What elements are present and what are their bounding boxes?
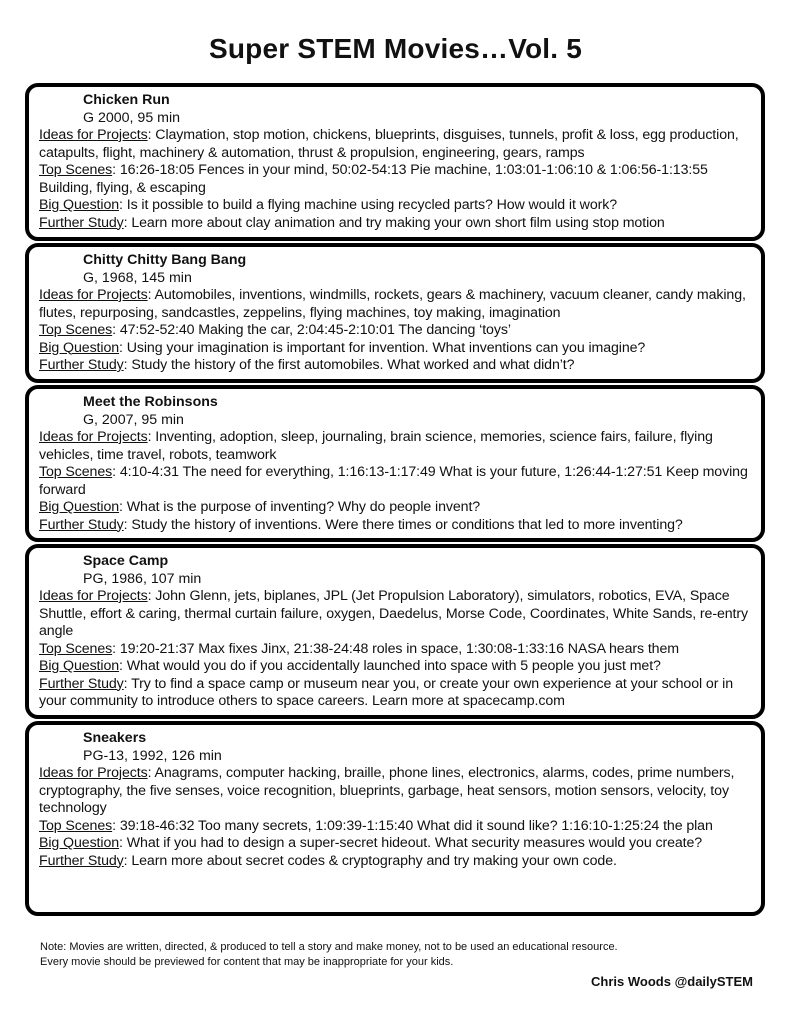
movie-meta: G 2000, 95 min [83, 109, 181, 126]
ideas-field: Ideas for Projects: Anagrams, computer hacking, braille, phone lines, electronics, alarms, codes, prime numbers, cryptography, the five senses, voice recognition, blueprints, garbage, heat sensors, motion sensors, velocity, toy technology [39, 765, 735, 816]
movie-meta: PG-13, 1992, 126 min [83, 747, 222, 764]
movie-title: Sneakers [83, 730, 147, 746]
scenes-text: 47:52-52:40 Making the car, 2:04:45-2:10:01 The dancing ‘toys’ [119, 322, 511, 338]
ideas-label: Ideas for Projects [39, 127, 148, 143]
study-field: Further Study: Learn more about secret codes & cryptography and try making your own code. [39, 852, 617, 869]
study-label: Further Study [39, 852, 124, 869]
scenes-field: Top Scenes: 47:52-52:40 Making the car, 2:04:45-2:10:01 The dancing ‘toys’ [39, 322, 511, 338]
scenes-label: Top Scenes [39, 162, 113, 178]
scenes-text: 39:18-46:32 Too many secrets, 1:09:39-1:15:40 What did it sound like? 1:16:10-1:25:24 the plan [119, 817, 713, 834]
ideas-label: Ideas for Projects [39, 588, 148, 604]
question-field: Big Question: Is it possible to build a flying machine using recycled parts? How would it work? [39, 197, 618, 213]
study-text: Learn more about secret codes & cryptography and try making your own code. [131, 852, 617, 869]
footer-credit: Chris Woods @dailySTEM [591, 974, 753, 989]
movie-meta: G, 2007, 95 min [83, 411, 184, 428]
scenes-text: 19:20-21:37 Max fixes Jinx, 21:38-24:48 roles in space, 1:30:08-1:33:16 NASA hears them [119, 640, 679, 657]
movie-title: Space Camp [83, 553, 169, 569]
movie-title: Chitty Chitty Bang Bang [83, 252, 247, 268]
page-title: Super STEM Movies…Vol. 5 [208, 33, 583, 64]
scenes-field: Top Scenes: 16:26-18:05 Fences in your mind, 50:02-54:13 Pie machine, 1:03:01-1:06:10 & 1:06:56-1:13:55 Building, flying, & escaping [39, 162, 708, 196]
study-field: Further Study: Study the history of inventions. Were there times or conditions that led to more inventing? [39, 516, 683, 533]
ideas-label: Ideas for Projects [39, 429, 148, 445]
movie-card-meet-the-robinsons [25, 385, 765, 542]
question-field: Big Question: What if you had to design a super-secret hideout. What security measures would you create? [39, 835, 703, 851]
movie-card-space-camp [25, 544, 765, 719]
movie-title: Chicken Run [83, 92, 170, 108]
study-label: Further Study [39, 214, 124, 231]
ideas-text: Claymation, stop motion, chickens, blueprints, disguises, tunnels, profit & loss, egg production, catapults, flight, machinery & automation, thrust & propulsion, engineering, gears, ramps [39, 127, 739, 161]
movie-card-sneakers [25, 721, 765, 916]
ideas-label: Ideas for Projects [39, 765, 148, 781]
ideas-field: Ideas for Projects: Inventing, adoption, sleep, journaling, brain science, memories, science fairs, failure, flying vehicles, time travel, robots, teamwork [39, 429, 713, 463]
scenes-label: Top Scenes [39, 464, 113, 480]
question-text: Is it possible to build a flying machine using recycled parts? How would it work? [126, 197, 618, 213]
study-text: Study the history of the first automobiles. What worked and what didn’t? [131, 357, 575, 373]
study-text: Study the history of inventions. Were there times or conditions that led to more inventing? [131, 516, 683, 533]
scenes-label: Top Scenes [39, 640, 113, 657]
question-field: Big Question: What would you do if you accidentally launched into space with 5 people you just met? [39, 658, 661, 674]
question-text: What would you do if you accidentally launched into space with 5 people you just met? [126, 658, 661, 674]
scenes-field: Top Scenes: 39:18-46:32 Too many secrets, 1:09:39-1:15:40 What did it sound like? 1:16:10-1:25:24 the plan [39, 817, 713, 834]
question-field: Big Question: What is the purpose of inventing? Why do people invent? [39, 499, 481, 515]
question-text: What is the purpose of inventing? Why do people invent? [126, 499, 481, 515]
question-text: What if you had to design a super-secret hideout. What security measures would you create? [126, 835, 703, 851]
scenes-text: 16:26-18:05 Fences in your mind, 50:02-54:13 Pie machine, 1:03:01-1:06:10 & 1:06:56-1:13:55 Building, flying, & escaping [39, 162, 708, 196]
ideas-field: Ideas for Projects: Claymation, stop motion, chickens, blueprints, disguises, tunnels, profit & loss, egg production, catapults, flight, machinery & automation, thrust & propulsion, engineering, gears, ramps [39, 127, 739, 161]
movie-meta: PG, 1986, 107 min [83, 570, 202, 587]
question-field: Big Question: Using your imagination is important for invention. What inventions can you imagine? [39, 339, 646, 356]
footer-note-line-2: Every movie should be previewed for content that may be inappropriate for your kids. [40, 956, 454, 968]
movie-card-chicken-run [25, 83, 765, 241]
movie-card-chitty-chitty-bang-bang [25, 243, 765, 383]
ideas-text: Automobiles, inventions, windmills, rockets, gears & machinery, vacuum cleaner, candy making, flutes, repurposing, sandcastles, zeppelins, flying machines, toy making, imagination [39, 287, 746, 321]
ideas-field: Ideas for Projects: John Glenn, jets, biplanes, JPL (Jet Propulsion Laboratory), simulators, robotics, EVA, Space Shuttle, effort & caring, thermal curtain failure, oxygen, Daedelus, Morse Code, Coordinates, White Sands, re-entry angle [39, 588, 749, 639]
study-text: Learn more about clay animation and try making your own short film using stop motion [131, 214, 665, 231]
scenes-field: Top Scenes: 4:10-4:31 The need for everything, 1:16:13-1:17:49 What is your future, 1:26:44-1:27:51 Keep moving forward [39, 464, 748, 498]
ideas-text: Inventing, adoption, sleep, journaling, brain science, memories, science fairs, failure, flying vehicles, time travel, robots, teamwork [39, 429, 713, 463]
movie-meta: G, 1968, 145 min [83, 269, 192, 286]
study-label: Further Study [39, 516, 124, 533]
question-text: Using your imagination is important for invention. What inventions can you imagine? [126, 339, 646, 356]
ideas-text: John Glenn, jets, biplanes, JPL (Jet Propulsion Laboratory), simulators, robotics, EVA, Space Shuttle, effort & caring, thermal curtain failure, oxygen, Daedelus, Morse Code, Coordinates, White Sands, re-entry angle [39, 588, 749, 639]
study-label: Further Study [39, 675, 124, 692]
study-text: Try to find a space camp or museum near you, or create your own experience at your school or in your community to introduce others to space careers. Learn more at spacecamp.com [39, 675, 734, 709]
scenes-label: Top Scenes [39, 817, 113, 834]
question-label: Big Question [39, 499, 120, 515]
scenes-label: Top Scenes [39, 322, 113, 338]
scenes-text: 4:10-4:31 The need for everything, 1:16:13-1:17:49 What is your future, 1:26:44-1:27:51 Keep moving forward [39, 464, 748, 498]
question-label: Big Question [39, 658, 120, 674]
study-label: Further Study [39, 357, 124, 373]
question-label: Big Question [39, 197, 120, 213]
ideas-label: Ideas for Projects [39, 287, 148, 303]
study-field: Further Study: Study the history of the first automobiles. What worked and what didn’t? [39, 357, 575, 373]
scenes-field: Top Scenes: 19:20-21:37 Max fixes Jinx, 21:38-24:48 roles in space, 1:30:08-1:33:16 NASA hears them [39, 640, 679, 657]
ideas-field: Ideas for Projects: Automobiles, inventions, windmills, rockets, gears & machinery, vacuum cleaner, candy making, flutes, repurposing, sandcastles, zeppelins, flying machines, toy making, imagination [39, 287, 746, 321]
question-label: Big Question [39, 339, 120, 356]
study-field: Further Study: Learn more about clay animation and try making your own short film using stop motion [39, 214, 665, 231]
ideas-text: Anagrams, computer hacking, braille, phone lines, electronics, alarms, codes, prime numbers, cryptography, the five senses, voice recognition, blueprints, garbage, heat sensors, motion sensors, velocity, toy technology [39, 765, 735, 816]
study-field: Further Study: Try to find a space camp or museum near you, or create your own experience at your school or in your community to introduce others to space careers. Learn more at spacecamp.com [39, 675, 734, 709]
movie-title: Meet the Robinsons [83, 394, 218, 410]
question-label: Big Question [39, 835, 120, 851]
footer-note-line-1: Note: Movies are written, directed, & produced to tell a story and make money, not to be used an educational resource. [40, 941, 618, 953]
footer-note [40, 940, 760, 970]
